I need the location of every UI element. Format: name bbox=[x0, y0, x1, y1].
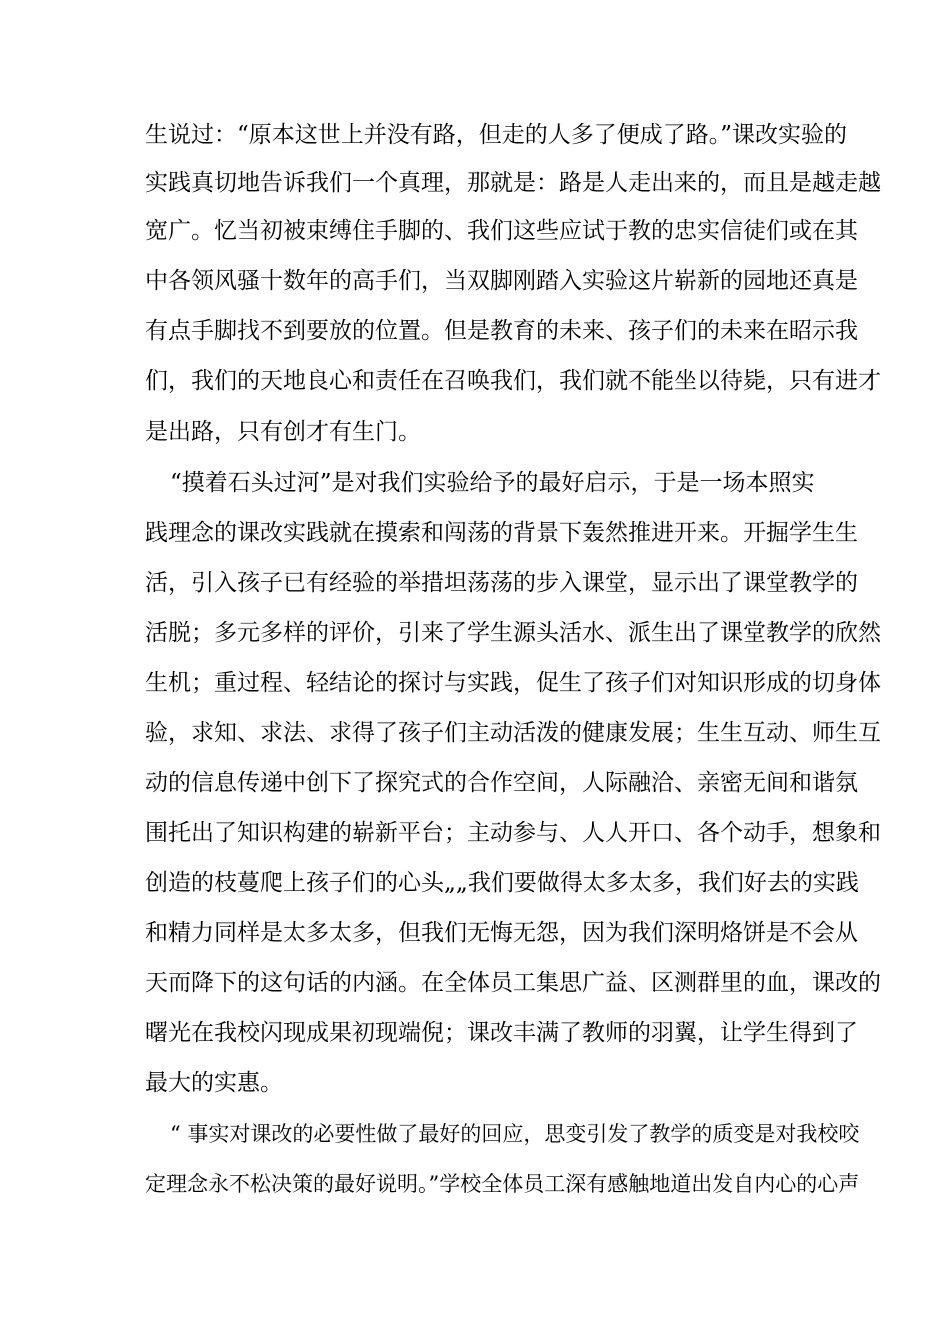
paragraph-line: 和精力同样是太多太多，但我们无悔无怨，因为我们深明烙饼是不会从 bbox=[145, 920, 858, 946]
paragraph-line: 定理念永不松决策的最好说明。”学校全体员工深有感触地道出发自内心的心声 bbox=[145, 1172, 860, 1196]
paragraph-line: 生说过：“原本这世上并没有路，但走的人多了便成了路。”课改实验的 bbox=[145, 122, 848, 148]
paragraph-line: 践理念的课改实践就在摸索和闯荡的背景下轰然推进开来。开掘学生生 bbox=[145, 520, 858, 546]
paragraph-line: 验，求知、求法、求得了孩子们主动活泼的健康发展；生生互动、师生互 bbox=[145, 720, 881, 746]
paragraph-line: 活，引入孩子已有经验的举措坦荡荡的步入课堂，显示出了课堂教学的 bbox=[145, 570, 858, 596]
paragraph-line: 围托出了知识构建的崭新平台；主动参与、人人开口、各个动手，想象和 bbox=[145, 820, 881, 846]
paragraph-line: 中各领风骚十数年的高手们，当双脚刚踏入实验这片崭新的园地还真是 bbox=[145, 268, 858, 294]
paragraph-line: 动的信息传递中创下了探究式的合作空间，人际融洽、亲密无间和谐氛 bbox=[145, 770, 858, 796]
paragraph-line: “摸着石头过河”是对我们实验给予的最好启示，于是一场本照实 bbox=[170, 470, 815, 496]
paragraph-line: 有点手脚找不到要放的位置。但是教育的未来、孩子们的未来在昭示我 bbox=[145, 318, 858, 344]
paragraph-line: 是出路，只有创才有生门。 bbox=[145, 419, 421, 445]
paragraph-line: 创造的枝蔓爬上孩子们的心头„„我们要做得太多太多，我们好去的实践 bbox=[145, 870, 859, 896]
paragraph-line: 实践真切地告诉我们一个真理，那就是：路是人走出来的，而且是越走越 bbox=[145, 170, 881, 196]
paragraph-line: 曙光在我校闪现成果初现端倪；课改丰满了教师的羽翼，让学生得到了 bbox=[145, 1020, 858, 1046]
paragraph-line: 们，我们的天地良心和责任在召唤我们，我们就不能坐以待毙，只有进才 bbox=[145, 368, 881, 394]
paragraph-line: “ 事实对课改的必要性做了最好的回应，思变引发了教学的质变是对我校咬 bbox=[170, 1122, 860, 1146]
paragraph-line: 天而降下的这句话的内涵。在全体员工集思广益、区测群里的血，课改的 bbox=[145, 970, 881, 996]
paragraph-line: 宽广。忆当初被束缚住手脚的、我们这些应试于教的忠实信徒们或在其 bbox=[145, 218, 858, 244]
paragraph-line: 活脱；多元多样的评价，引来了学生源头活水、派生出了课堂教学的欣然 bbox=[145, 620, 881, 646]
paragraph-line: 最大的实惠。 bbox=[145, 1070, 283, 1096]
paragraph-line: 生机；重过程、轻结论的探讨与实践，促生了孩子们对知识形成的切身体 bbox=[145, 670, 881, 696]
